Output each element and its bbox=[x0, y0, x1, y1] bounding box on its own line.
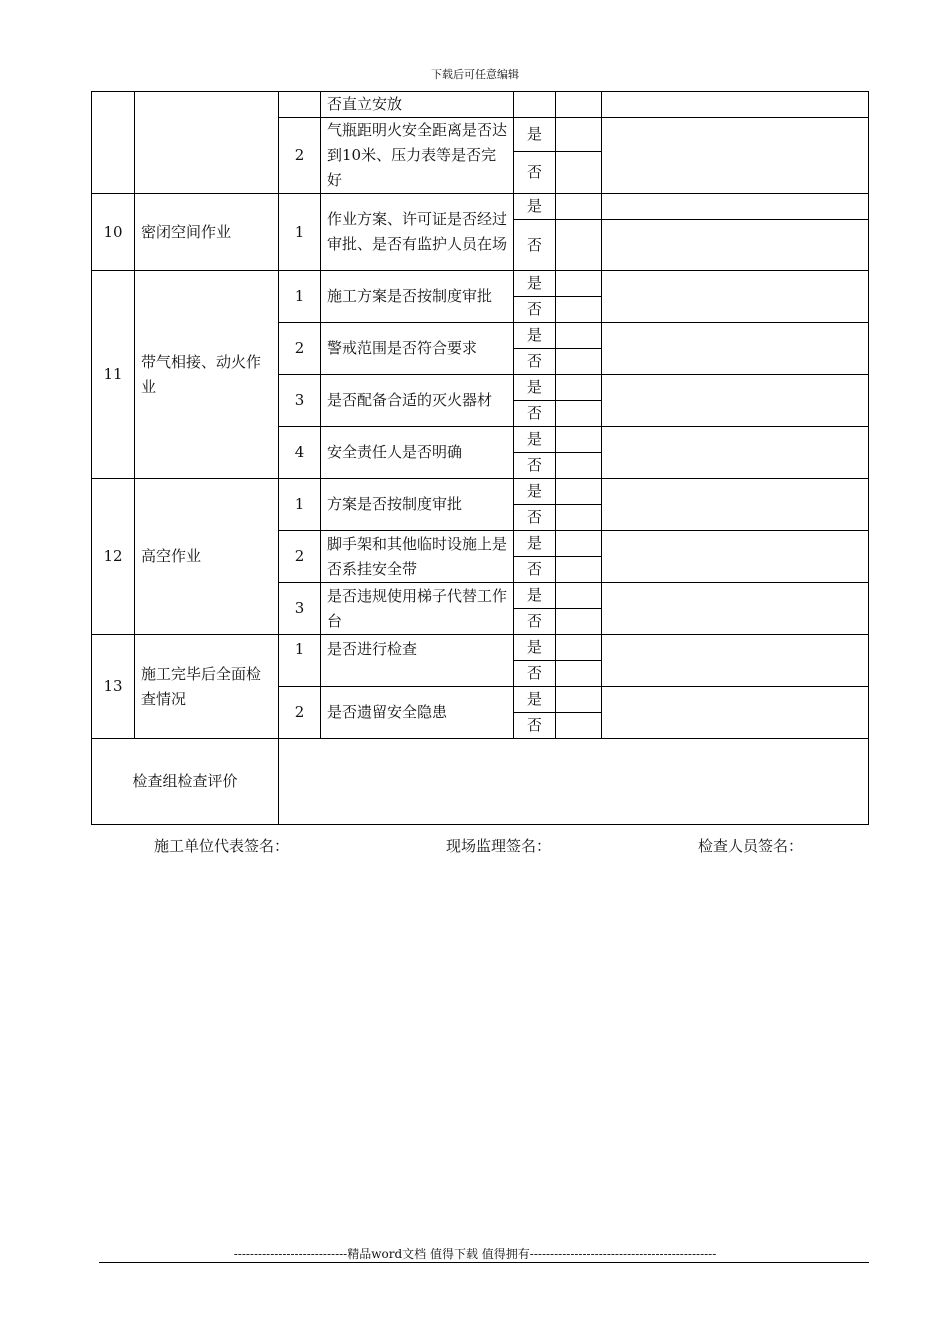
no-label: 否 bbox=[514, 152, 556, 194]
check-cell[interactable] bbox=[556, 713, 602, 739]
check-cell[interactable] bbox=[556, 194, 602, 220]
supervisor-signature-label: 现场监理签名： bbox=[446, 837, 552, 855]
row9-sub1-cell bbox=[279, 92, 321, 118]
yes-label: 是 bbox=[514, 427, 556, 453]
check-cell[interactable] bbox=[556, 118, 602, 152]
remark-cell[interactable] bbox=[602, 92, 869, 118]
check-cell[interactable] bbox=[556, 323, 602, 349]
footer-divider bbox=[99, 1262, 869, 1263]
row9-sub2-no: 2 bbox=[279, 118, 321, 194]
yes-label: 是 bbox=[514, 479, 556, 505]
check-cell[interactable] bbox=[556, 505, 602, 531]
construction-rep-signature-label: 施工单位代表签名： bbox=[154, 837, 290, 855]
row11-item: 带气相接、动火作业 bbox=[135, 271, 279, 479]
row13-item: 施工完毕后全面检查情况 bbox=[135, 635, 279, 739]
no-label: 否 bbox=[514, 505, 556, 531]
row9-no-cell bbox=[92, 92, 135, 194]
remark-cell[interactable] bbox=[602, 531, 869, 583]
remark-cell[interactable] bbox=[602, 118, 869, 194]
check-cell[interactable] bbox=[556, 349, 602, 375]
no-label: 否 bbox=[514, 297, 556, 323]
row12-sub2-no: 2 bbox=[279, 531, 321, 583]
row9-sub1-yn bbox=[514, 92, 556, 118]
check-cell[interactable] bbox=[556, 609, 602, 635]
row11-sub4-no: 4 bbox=[279, 427, 321, 479]
row11-no: 11 bbox=[92, 271, 135, 479]
no-label: 否 bbox=[514, 609, 556, 635]
check-cell[interactable] bbox=[556, 427, 602, 453]
row10-item: 密闭空间作业 bbox=[135, 194, 279, 271]
remark-cell[interactable] bbox=[602, 427, 869, 479]
row13-sub2-no: 2 bbox=[279, 687, 321, 739]
check-cell[interactable] bbox=[556, 531, 602, 557]
no-label: 否 bbox=[514, 453, 556, 479]
yes-label: 是 bbox=[514, 271, 556, 297]
inspector-signature-label: 检查人员签名： bbox=[698, 837, 804, 855]
remark-cell[interactable] bbox=[602, 583, 869, 635]
remark-cell[interactable] bbox=[602, 220, 869, 271]
check-cell[interactable] bbox=[556, 152, 602, 194]
no-label: 否 bbox=[514, 661, 556, 687]
no-label: 否 bbox=[514, 401, 556, 427]
no-label: 否 bbox=[514, 557, 556, 583]
check-cell[interactable] bbox=[556, 583, 602, 609]
row12-sub3-no: 3 bbox=[279, 583, 321, 635]
row12-sub1-no: 1 bbox=[279, 479, 321, 531]
no-label: 否 bbox=[514, 220, 556, 271]
check-cell[interactable] bbox=[556, 401, 602, 427]
row10-no: 10 bbox=[92, 194, 135, 271]
row11-sub2-no: 2 bbox=[279, 323, 321, 375]
check-cell[interactable] bbox=[556, 453, 602, 479]
check-cell[interactable] bbox=[556, 661, 602, 687]
row11-sub1-no: 1 bbox=[279, 271, 321, 323]
yes-label: 是 bbox=[514, 323, 556, 349]
remark-cell[interactable] bbox=[602, 635, 869, 687]
row9-sub2-content: 气瓶距明火安全距离是否达到10米、压力表等是否完好 bbox=[321, 118, 514, 194]
yes-label: 是 bbox=[514, 583, 556, 609]
remark-cell[interactable] bbox=[602, 479, 869, 531]
check-cell[interactable] bbox=[556, 297, 602, 323]
row12-sub3-content: 是否违规使用梯子代替工作台 bbox=[321, 583, 514, 635]
row13-no: 13 bbox=[92, 635, 135, 739]
check-cell[interactable] bbox=[556, 375, 602, 401]
check-cell[interactable] bbox=[556, 271, 602, 297]
row11-sub1-content: 施工方案是否按制度审批 bbox=[321, 271, 514, 323]
page-header-note: 下载后可任意编辑 bbox=[431, 68, 519, 81]
footer-text: ----------------------------精品word文档 值得下载 值得拥有---------------------------------------------- bbox=[233, 1247, 717, 1261]
row13-sub1-no: 1 bbox=[279, 635, 321, 687]
row9-sub1-content: 否直立安放 bbox=[321, 92, 514, 118]
row11-sub3-content: 是否配备合适的灭火器材 bbox=[321, 375, 514, 427]
row12-sub2-content: 脚手架和其他临时设施上是否系挂安全带 bbox=[321, 531, 514, 583]
yes-label: 是 bbox=[514, 635, 556, 661]
row10-sub: 1 bbox=[279, 194, 321, 271]
row10-content: 作业方案、许可证是否经过审批、是否有监护人员在场 bbox=[321, 194, 514, 271]
row12-item: 高空作业 bbox=[135, 479, 279, 635]
check-cell[interactable] bbox=[556, 557, 602, 583]
row12-sub1-content: 方案是否按制度审批 bbox=[321, 479, 514, 531]
row9-item-cell bbox=[135, 92, 279, 194]
row13-sub1-content: 是否进行检查 bbox=[321, 635, 514, 687]
yes-label: 是 bbox=[514, 118, 556, 152]
remark-cell[interactable] bbox=[602, 375, 869, 427]
yes-label: 是 bbox=[514, 687, 556, 713]
row11-sub2-content: 警戒范围是否符合要求 bbox=[321, 323, 514, 375]
check-cell[interactable] bbox=[556, 635, 602, 661]
no-label: 否 bbox=[514, 349, 556, 375]
remark-cell[interactable] bbox=[602, 687, 869, 739]
row11-sub3-no: 3 bbox=[279, 375, 321, 427]
remark-cell[interactable] bbox=[602, 271, 869, 323]
check-cell[interactable] bbox=[556, 92, 602, 118]
row12-no: 12 bbox=[92, 479, 135, 635]
no-label: 否 bbox=[514, 713, 556, 739]
row13-sub2-content: 是否遗留安全隐患 bbox=[321, 687, 514, 739]
check-cell[interactable] bbox=[556, 220, 602, 271]
check-cell[interactable] bbox=[556, 479, 602, 505]
yes-label: 是 bbox=[514, 375, 556, 401]
yes-label: 是 bbox=[514, 531, 556, 557]
remark-cell[interactable] bbox=[602, 194, 869, 220]
evaluation-input-area[interactable] bbox=[279, 739, 869, 825]
check-cell[interactable] bbox=[556, 687, 602, 713]
evaluation-label: 检查组检查评价 bbox=[92, 739, 279, 825]
remark-cell[interactable] bbox=[602, 323, 869, 375]
row11-sub4-content: 安全责任人是否明确 bbox=[321, 427, 514, 479]
safety-inspection-table bbox=[91, 91, 869, 825]
yes-label: 是 bbox=[514, 194, 556, 220]
